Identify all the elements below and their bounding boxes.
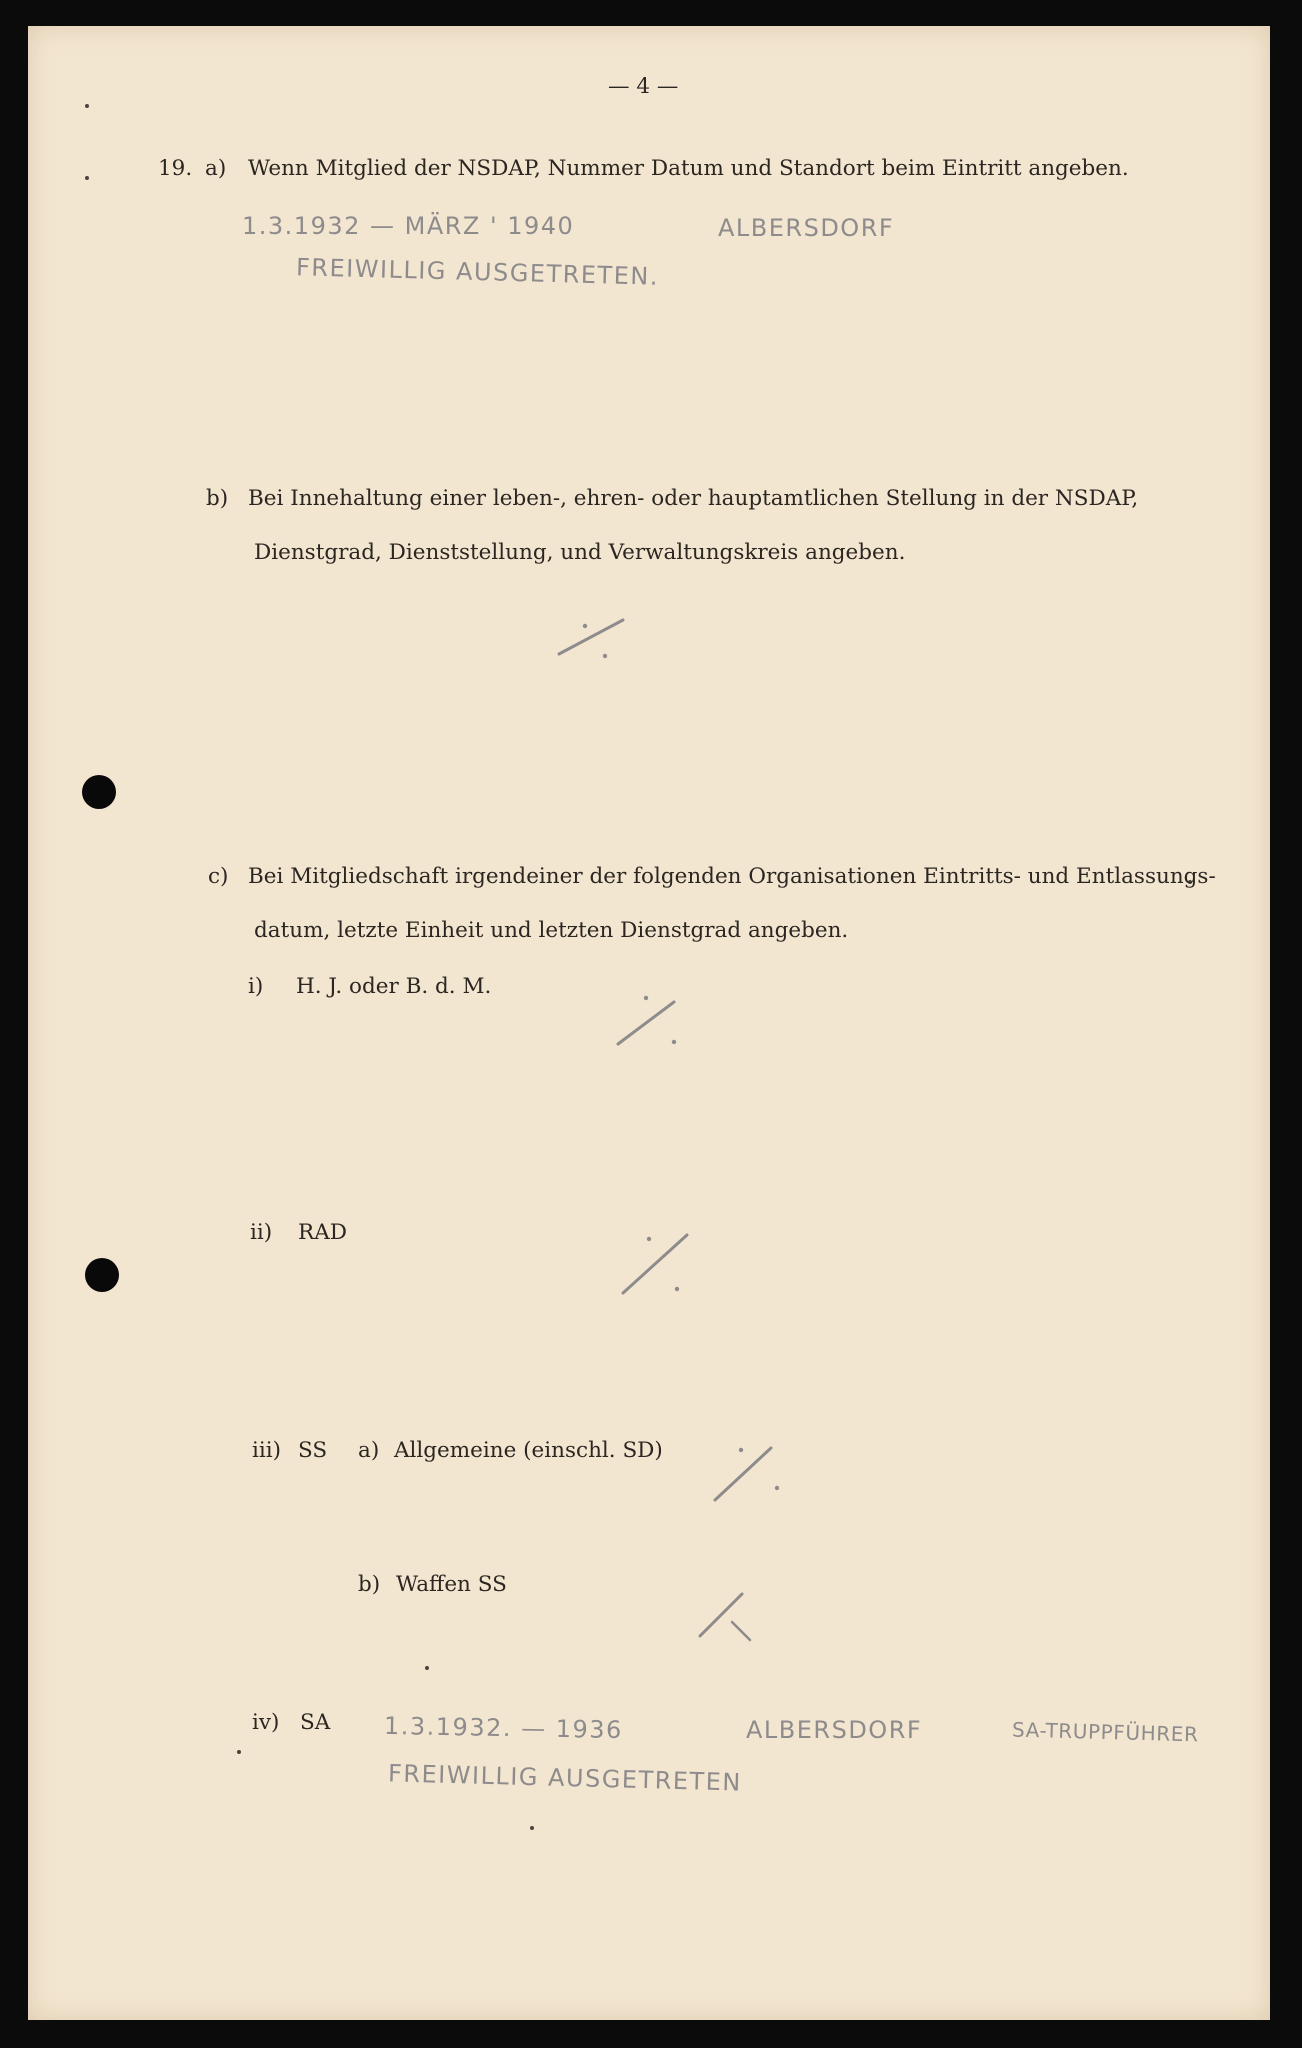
org-hj-label: H. J. oder B. d. M. (296, 974, 492, 999)
question-a-prompt: Wenn Mitglied der NSDAP, Nummer Datum und Standort beim Eintritt angeben. (248, 156, 1129, 181)
answer-slash-rad (615, 1225, 695, 1301)
question-number: 19. (158, 156, 193, 181)
org-rad-label: RAD (298, 1220, 347, 1245)
org-sa-marker: iv) (252, 1710, 280, 1735)
paper-speck (237, 1750, 241, 1754)
org-ss-label: SS (298, 1438, 328, 1463)
page-number: — 4 — (608, 74, 679, 99)
org-waffen-ss-marker: b) (358, 1572, 381, 1597)
sa-membership-rank: SA-TRUPPFÜHRER (1011, 1717, 1199, 1747)
org-ss-general-label: Allgemeine (einschl. SD) (394, 1438, 663, 1463)
question-b-prompt-line2: Dienstgrad, Dienststellung, und Verwaltungskreis angeben. (254, 540, 906, 565)
question-c-marker: c) (208, 864, 229, 889)
nsdap-membership-note: FREIWILLIG AUSGETRETEN. (295, 253, 660, 291)
nsdap-membership-place: ALBERSDORF (718, 214, 895, 242)
org-ss-general-marker: a) (358, 1438, 380, 1463)
org-hj-marker: i) (248, 974, 264, 999)
org-waffen-ss-label: Waffen SS (396, 1572, 507, 1597)
sa-membership-place: ALBERSDORF (746, 1716, 923, 1744)
punch-hole-top (82, 775, 116, 809)
punch-hole-bottom (85, 1258, 119, 1292)
org-rad-marker: ii) (250, 1220, 273, 1245)
org-sa-label: SA (300, 1710, 331, 1735)
answer-slash-hj (610, 990, 690, 1054)
org-ss-marker: iii) (252, 1438, 282, 1463)
sa-membership-dates: 1.3.1932. — 1936 (383, 1711, 624, 1745)
answer-slash-ss-general (705, 1440, 785, 1508)
paper-speck (425, 1666, 429, 1670)
question-b-marker: b) (206, 486, 229, 511)
answer-slash-waffen-ss (692, 1588, 772, 1644)
question-c-prompt-line2: datum, letzte Einheit und letzten Dienstgrad angeben. (254, 918, 849, 943)
paper-speck (85, 176, 89, 180)
question-a-marker: a) (205, 156, 227, 181)
question-b-prompt-line1: Bei Innehaltung einer leben-, ehren- oder hauptamtlichen Stellung in der NSDAP, (248, 486, 1139, 511)
nsdap-membership-dates: 1.3.1932 — MÄRZ ' 1940 (242, 212, 575, 240)
sa-membership-note: FREIWILLIG AUSGETRETEN (387, 1759, 743, 1797)
answer-slash-b (555, 612, 635, 668)
paper-speck (530, 1826, 534, 1830)
question-c-prompt-line1: Bei Mitgliedschaft irgendeiner der folgenden Organisationen Eintritts- und Entlassungs- (248, 864, 1216, 889)
paper-speck (85, 104, 89, 108)
